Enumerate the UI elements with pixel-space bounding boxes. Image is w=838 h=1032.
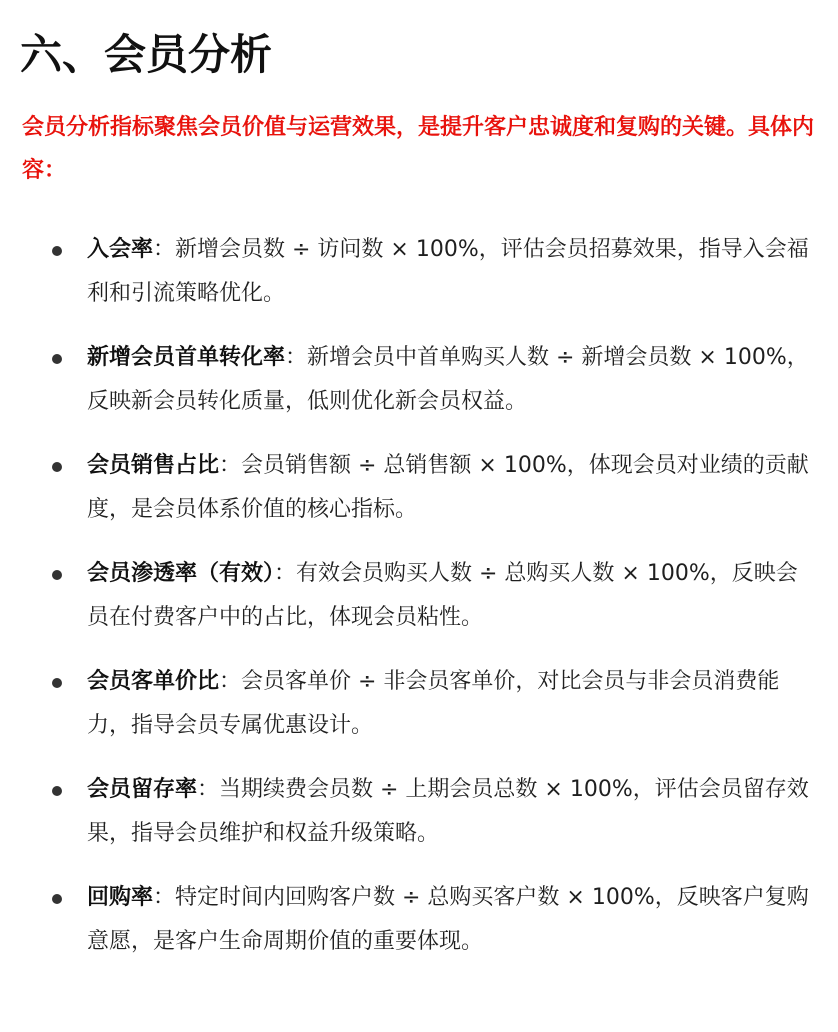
- bullet-icon: [52, 570, 62, 580]
- item-description: ：当期续费会员数 ÷ 上期会员总数 × 100%，评估会员留存效果，指导会员维护和权益升级策略。: [87, 777, 809, 847]
- bullet-icon: [52, 462, 62, 472]
- item-description: ：新增会员数 ÷ 访问数 × 100%，评估会员招募效果，指导入会福利和引流策略优化。: [87, 237, 809, 307]
- list-item-repurchase-rate: [20, 876, 816, 964]
- bullet-icon: [52, 678, 62, 688]
- metrics-list: [20, 228, 816, 964]
- item-description: ：有效会员购买人数 ÷ 总购买人数 × 100%，反映会员在付费客户中的占比，体现会员粘性。: [87, 561, 798, 631]
- list-item-member-sales-share: [20, 444, 816, 532]
- item-term: 回购率: [87, 885, 154, 911]
- bullet-icon: [52, 786, 62, 796]
- list-item-first-order-conversion: [20, 336, 816, 424]
- item-term: 入会率: [87, 237, 154, 263]
- item-description: ：会员销售额 ÷ 总销售额 × 100%，体现会员对业绩的贡献度，是会员体系价值的核心指标。: [87, 453, 809, 523]
- intro-paragraph: 会员分析指标聚焦会员价值与运营效果，是提升客户忠诚度和复购的关键。具体内容：: [22, 115, 815, 184]
- list-item-aov-ratio: [20, 660, 816, 748]
- list-item-member-penetration: [20, 552, 816, 640]
- item-description: ：特定时间内回购客户数 ÷ 总购买客户数 × 100%，反映客户复购意愿，是客户生命周期价值的重要体现。: [87, 885, 809, 955]
- section-heading: 六、会员分析: [20, 30, 273, 79]
- item-term: 会员渗透率（有效）: [87, 561, 275, 587]
- bullet-icon: [52, 894, 62, 904]
- item-term: 会员客单价比: [87, 669, 220, 695]
- bullet-icon: [52, 354, 62, 364]
- item-term: 会员留存率: [87, 777, 198, 803]
- list-item-join-rate: [20, 228, 816, 316]
- item-term: 新增会员首单转化率: [87, 345, 286, 371]
- bullet-icon: [52, 246, 62, 256]
- list-item-retention-rate: [20, 768, 816, 856]
- item-term: 会员销售占比: [87, 453, 220, 479]
- item-description: ：会员客单价 ÷ 非会员客单价，对比会员与非会员消费能力，指导会员专属优惠设计。: [87, 669, 780, 739]
- item-description: ：新增会员中首单购买人数 ÷ 新增会员数 × 100%，反映新会员转化质量，低则优化新会员权益。: [87, 345, 809, 415]
